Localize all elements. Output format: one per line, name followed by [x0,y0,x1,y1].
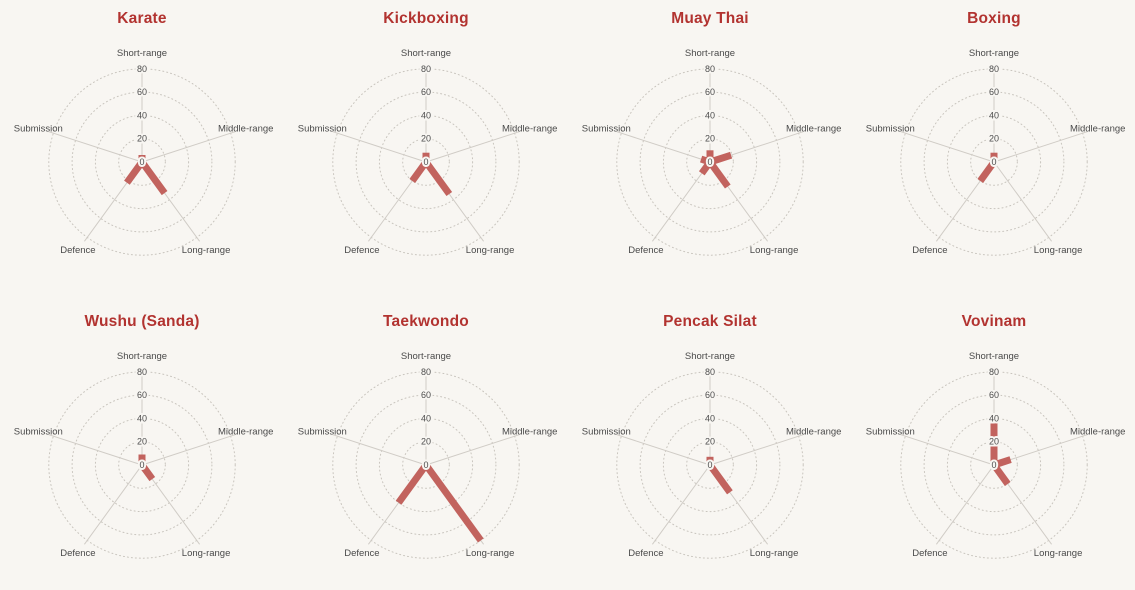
axis-label-middle-range: Middle-range [785,123,842,135]
axis-label-long-range: Long-range [465,245,515,257]
tick-label: 80 [988,63,1000,74]
tick-label: 0 [423,157,429,167]
axis-line [333,132,426,162]
tick-label: 60 [420,87,432,98]
chart-title: Wushu (Sanda) [84,313,200,330]
axis-label-short-range: Short-range [116,48,168,59]
data-ray-long-range [710,162,728,187]
tick-label: 80 [136,366,148,377]
axis-label-middle-range: Middle-range [501,123,558,135]
axis-line [49,435,142,465]
axis-label-submission: Submission [865,426,915,438]
tick-label: 60 [704,87,716,98]
axis-line [49,132,142,162]
radar-plot-svg [284,34,568,282]
radar-plot-svg [852,34,1135,282]
tick-label: 20 [420,133,432,144]
axis-label-submission: Submission [581,426,631,438]
axis-label-submission: Submission [13,123,63,135]
tick-label: 20 [136,133,148,144]
axis-label-long-range: Long-range [181,548,231,560]
axis-label-submission: Submission [865,123,915,135]
tick-label: 60 [988,87,1000,98]
radar-chart-wushu-sanda [0,295,284,590]
tick-label: 40 [420,413,432,424]
tick-label: 20 [136,436,148,447]
axis-label-defence: Defence [912,548,948,560]
chart-title: Karate [117,10,167,27]
axis-label-submission: Submission [297,426,347,438]
axis-label-defence: Defence [912,245,948,257]
axis-label-defence: Defence [628,548,664,560]
radar-chart-pencak-silat [568,295,852,590]
tick-label: 20 [704,436,716,447]
tick-label: 0 [139,460,145,470]
tick-label: 40 [704,110,716,121]
tick-label: 40 [136,413,148,424]
axis-label-defence: Defence [60,245,96,257]
axis-label-long-range: Long-range [181,245,231,257]
radar-plot-svg [568,34,852,282]
tick-label: 40 [420,110,432,121]
axis-label-long-range: Long-range [465,548,515,560]
axis-label-short-range: Short-range [968,351,1020,362]
radar-chart-vovinam [852,295,1135,590]
tick-label: 0 [139,157,145,167]
axis-label-middle-range: Middle-range [217,123,274,135]
axis-line [994,162,1052,241]
radar-chart-karate [0,0,284,295]
axis-label-short-range: Short-range [116,351,168,362]
axis-label-middle-range: Middle-range [1069,426,1126,438]
tick-label: 80 [420,366,432,377]
tick-label: 40 [988,110,1000,121]
radar-plot-svg [0,337,284,585]
chart-title: Kickboxing [383,10,469,27]
tick-label: 60 [420,390,432,401]
axis-line [617,132,710,162]
tick-label: 80 [704,366,716,377]
radar-chart-boxing [852,0,1135,295]
tick-label: 60 [704,390,716,401]
tick-label: 40 [988,413,1000,424]
axis-label-submission: Submission [581,123,631,135]
axis-label-submission: Submission [13,426,63,438]
tick-label: 0 [991,460,997,470]
axis-line [936,465,994,544]
tick-label: 80 [420,63,432,74]
axis-label-long-range: Long-range [749,245,799,257]
axis-label-defence: Defence [344,245,380,257]
tick-label: 40 [136,110,148,121]
tick-label: 40 [704,413,716,424]
radar-plot-svg [0,34,284,282]
axis-line [901,132,994,162]
data-ray-defence [399,465,426,503]
axis-label-middle-range: Middle-range [217,426,274,438]
axis-label-short-range: Short-range [400,351,452,362]
radar-chart-muay-thai [568,0,852,295]
tick-label: 0 [423,460,429,470]
tick-label: 20 [420,436,432,447]
chart-title: Taekwondo [383,313,469,330]
axis-label-middle-range: Middle-range [1069,123,1126,135]
axis-label-defence: Defence [344,548,380,560]
axis-label-short-range: Short-range [684,351,736,362]
axis-label-middle-range: Middle-range [501,426,558,438]
radar-plot-svg [284,337,568,585]
data-ray-long-range [426,162,449,194]
tick-label: 20 [704,133,716,144]
tick-label: 20 [988,436,1000,447]
axis-label-short-range: Short-range [968,48,1020,59]
axis-label-long-range: Long-range [1033,245,1083,257]
axis-line [652,465,710,544]
chart-title: Boxing [967,10,1021,27]
radar-plot-svg [852,337,1135,585]
data-ray-long-range [142,162,165,193]
chart-title: Pencak Silat [663,313,757,330]
tick-label: 60 [988,390,1000,401]
axis-label-long-range: Long-range [1033,548,1083,560]
radar-chart-taekwondo [284,295,568,590]
tick-label: 60 [136,390,148,401]
tick-label: 0 [707,460,713,470]
axis-label-short-range: Short-range [400,48,452,59]
tick-label: 0 [707,157,713,167]
axis-label-middle-range: Middle-range [785,426,842,438]
axis-line [84,465,142,544]
axis-label-short-range: Short-range [684,48,736,59]
axis-label-defence: Defence [628,245,664,257]
axis-line [333,435,426,465]
axis-line [652,162,710,241]
radar-plot-svg [568,337,852,585]
radar-chart-kickboxing [284,0,568,295]
tick-label: 80 [988,366,1000,377]
axis-label-submission: Submission [297,123,347,135]
axis-line [617,435,710,465]
chart-title: Muay Thai [671,10,749,27]
tick-label: 20 [988,133,1000,144]
axis-label-long-range: Long-range [749,548,799,560]
axis-line [901,435,994,465]
chart-title: Vovinam [961,313,1027,330]
tick-label: 80 [704,63,716,74]
tick-label: 60 [136,87,148,98]
axis-label-defence: Defence [60,548,96,560]
tick-label: 80 [136,63,148,74]
tick-label: 0 [991,157,997,167]
